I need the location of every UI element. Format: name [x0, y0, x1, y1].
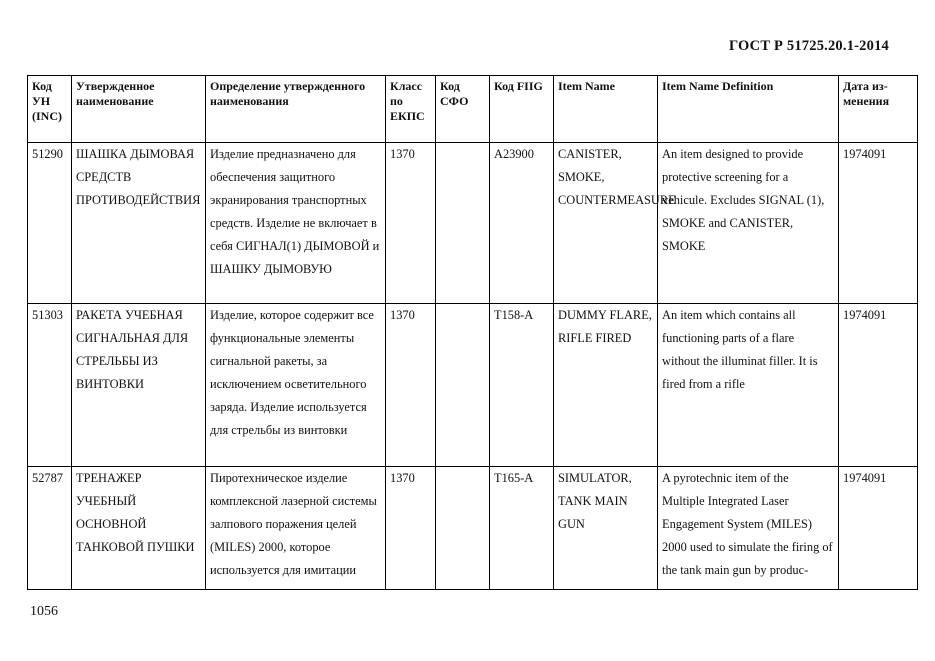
inc-cell: 52787	[28, 467, 72, 590]
sfo-cell	[436, 467, 490, 590]
item-definition-cell: An item designed to provide protective screening for a vehicule. Excludes SIGNAL (1), SMOKE and CANISTER, SMOKE	[658, 143, 839, 304]
column-header-fiig: Код FIIG	[490, 76, 554, 143]
inc-cell: 51303	[28, 304, 72, 467]
change-date-cell: 1974091	[839, 304, 918, 467]
column-header-change-date: Дата из-менения	[839, 76, 918, 143]
fiig-cell: T158-A	[490, 304, 554, 467]
definition-cell: Пиротехническое изделие комплексной лазерной системы залпового поражения целей (MILES) 2000, которое используется для имитации	[206, 467, 386, 590]
item-name-cell: DUMMY FLARE, RIFLE FIRED	[554, 304, 658, 467]
item-definition-cell: An item which contains all functioning parts of a flare without the illuminat filler. It is fired from a rifle	[658, 304, 839, 467]
item-name-cell: CANISTER, SMOKE, COUNTERMEASURE	[554, 143, 658, 304]
page-number: 1056	[30, 604, 58, 619]
column-header-approved-name: Утвержденное наименование	[72, 76, 206, 143]
nomenclature-table	[27, 75, 918, 590]
column-header-item-name-definition: Item Name Definition	[658, 76, 839, 143]
approved-name-cell: ШАШКА ДЫМОВАЯ СРЕДСТВ ПРОТИВОДЕЙСТВИЯ	[72, 143, 206, 304]
class-cell: 1370	[386, 143, 436, 304]
sfo-cell	[436, 304, 490, 467]
class-cell: 1370	[386, 304, 436, 467]
item-name-cell: SIMULATOR, TANK MAIN GUN	[554, 467, 658, 590]
column-header-item-name: Item Name	[554, 76, 658, 143]
table-row	[28, 467, 918, 590]
fiig-cell: T165-A	[490, 467, 554, 590]
fiig-cell: A23900	[490, 143, 554, 304]
class-cell: 1370	[386, 467, 436, 590]
approved-name-cell: РАКЕТА УЧЕБНАЯ СИГНАЛЬНАЯ ДЛЯ СТРЕЛЬБЫ ИЗ ВИНТОВКИ	[72, 304, 206, 467]
definition-cell: Изделие предназначено для обеспечения защитного экранирования транспортных средств. Изделие не включает в себя СИГНАЛ(1) ДЫМОВОЙ и ШАШКУ ДЫМОВУЮ	[206, 143, 386, 304]
change-date-cell: 1974091	[839, 467, 918, 590]
column-header-definition: Определение утвержденного наименования	[206, 76, 386, 143]
table-header-row	[28, 76, 918, 143]
table-row	[28, 304, 918, 467]
change-date-cell: 1974091	[839, 143, 918, 304]
table-row	[28, 143, 918, 304]
column-header-sfo: Код СФО	[436, 76, 490, 143]
inc-cell: 51290	[28, 143, 72, 304]
column-header-inc: Код УН (INC)	[28, 76, 72, 143]
definition-cell: Изделие, которое содержит все функциональные элементы сигнальной ракеты, за исключением осветительного заряда. Изделие используется для стрельбы из винтовки	[206, 304, 386, 467]
column-header-class: Класс по ЕКПС	[386, 76, 436, 143]
sfo-cell	[436, 143, 490, 304]
approved-name-cell: ТРЕНАЖЕР УЧЕБНЫЙ ОСНОВНОЙ ТАНКОВОЙ ПУШКИ	[72, 467, 206, 590]
item-definition-cell: A pyrotechnic item of the Multiple Integrated Laser Engagement System (MILES) 2000 used to simulate the firing of the tank main gun by produc-	[658, 467, 839, 590]
document-standard-code: ГОСТ Р 51725.20.1-2014	[728, 38, 889, 54]
